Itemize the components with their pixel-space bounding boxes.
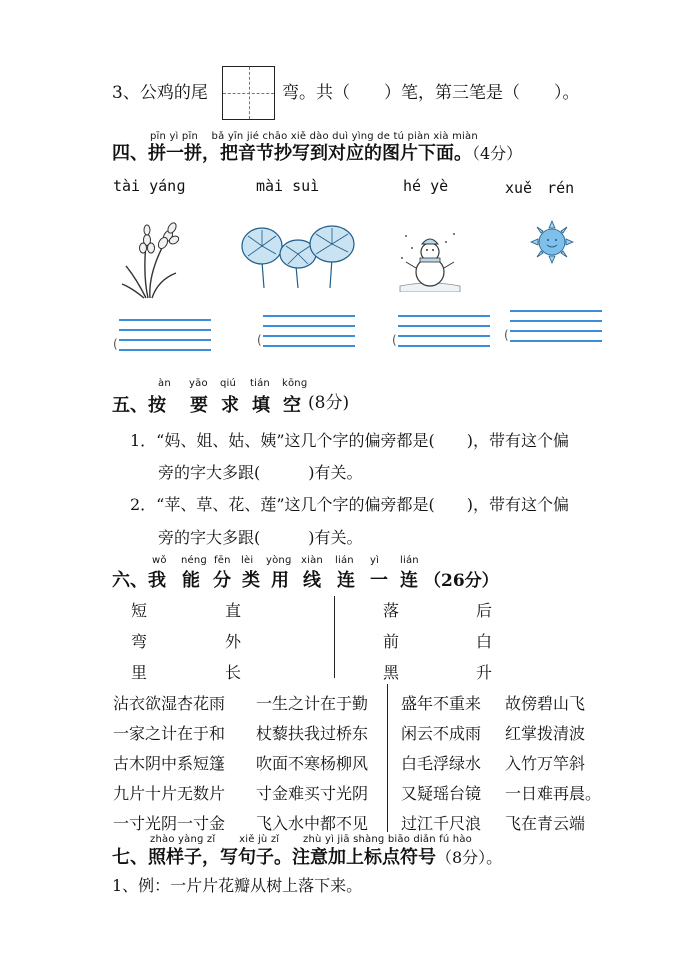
- phrase[interactable]: 九片十片无数片: [113, 784, 226, 803]
- s4-score: （4分）: [472, 144, 523, 163]
- phrase[interactable]: 故傍碧山飞: [505, 694, 586, 713]
- q3-prefix: 3、公鸡的尾: [112, 83, 208, 103]
- phrase[interactable]: 又疑瑶台镜: [401, 784, 482, 803]
- word-bai[interactable]: 白: [476, 632, 493, 651]
- sun-icon: [530, 220, 574, 264]
- s6-score: （26分）: [424, 571, 499, 591]
- phrase[interactable]: 入竹万竿斜: [505, 754, 586, 773]
- phrase[interactable]: 一日难再晨。: [505, 784, 602, 803]
- word-qian[interactable]: 前: [383, 632, 400, 651]
- word-chang[interactable]: 长: [225, 663, 242, 682]
- word-sheng[interactable]: 升: [476, 663, 493, 682]
- s6-pinyin-7: lián: [335, 555, 354, 566]
- s5-title-4: 填: [252, 395, 270, 416]
- writing-lines-3[interactable]: (: [398, 315, 490, 355]
- s6-pinyin-4: lèi: [241, 555, 254, 566]
- s6-title-3: 分: [213, 570, 231, 591]
- wheat-icon: [118, 218, 188, 300]
- phrase[interactable]: 飞在青云端: [505, 814, 586, 833]
- s6-title-2: 能: [182, 570, 200, 591]
- s6-pinyin-1: wǒ: [152, 555, 167, 566]
- s4-title-text: 四、拼一拼，把音节抄写到对应的图片下面。: [112, 143, 472, 164]
- label-taiyang: tài yánɡ: [113, 177, 186, 195]
- s5-title-1: 五、按: [112, 395, 166, 416]
- s5-title-3: 求: [221, 395, 239, 416]
- s6-pinyin-9: lián: [400, 555, 419, 566]
- s7-title: [112, 843, 502, 869]
- s5-pinyin-1: àn: [158, 378, 171, 389]
- writing-lines-4[interactable]: (: [510, 310, 602, 350]
- word-wai[interactable]: 外: [225, 632, 242, 651]
- s5-title-2: 要: [190, 395, 208, 416]
- s6-pinyin-6: xiàn: [301, 555, 323, 566]
- phrase[interactable]: 沾衣欲湿杏花雨: [113, 694, 226, 713]
- s5-pinyin-3: qiú: [220, 378, 237, 389]
- s6-title-8: 一: [370, 570, 388, 591]
- s7-title-text: 七、照样子，写句子。注意加上标点符号: [112, 847, 436, 868]
- phrase[interactable]: 白毛浮绿水: [401, 754, 482, 773]
- phrase[interactable]: 吹面不寒杨柳风: [256, 754, 369, 773]
- phrase[interactable]: 一寸光阴一寸金: [113, 814, 226, 833]
- phrase[interactable]: 过江千尺浪: [401, 814, 482, 833]
- phrase[interactable]: 一家之计在于和: [113, 724, 226, 743]
- s6-pinyin-2: nénɡ: [181, 555, 207, 566]
- tianzi-writing-box[interactable]: [222, 66, 275, 120]
- lotus-leaf-icon: [240, 222, 358, 290]
- s6-title-7: 连: [337, 570, 355, 591]
- s6-title-5: 用: [271, 570, 289, 591]
- s5-pinyin-4: tián: [250, 378, 270, 389]
- s5-item2-line2: 旁的字大多跟( )有关。: [158, 528, 363, 547]
- divider-line-top: [334, 596, 335, 678]
- word-duan[interactable]: 短: [131, 601, 148, 620]
- s6-pinyin-3: fēn: [214, 555, 231, 566]
- word-hou[interactable]: 后: [476, 601, 493, 620]
- s6-pinyin-8: yì: [370, 555, 380, 566]
- divider-line-bottom: [387, 684, 388, 832]
- word-luo[interactable]: 落: [383, 601, 400, 620]
- s6-title-6: 线: [303, 570, 321, 591]
- phrase[interactable]: 一生之计在于勤: [256, 694, 369, 713]
- s5-score: (8分): [308, 393, 350, 413]
- label-maisui: mài suì: [256, 177, 320, 195]
- word-zhi[interactable]: 直: [225, 601, 242, 620]
- writing-lines-2[interactable]: (: [263, 315, 355, 355]
- s6-title-1: 六、我: [112, 570, 166, 591]
- word-hei[interactable]: 黑: [383, 663, 400, 682]
- q3-suffix: 弯。共（ ）笔，第三笔是（ ）。: [282, 83, 580, 103]
- s7-example: 1、例：一片片花瓣从树上落下来。: [112, 876, 363, 895]
- s6-pinyin-5: yònɡ: [266, 555, 292, 566]
- phrase[interactable]: 盛年不重来: [401, 694, 482, 713]
- phrase[interactable]: 古木阴中系短篷: [113, 754, 226, 773]
- s6-title-4: 类: [242, 570, 260, 591]
- s5-pinyin-2: yāo: [189, 378, 208, 389]
- s5-item1-line1: 1．“妈、姐、姑、姨”这几个字的偏旁都是( )，带有这个偏: [130, 431, 570, 450]
- s4-title: [112, 139, 522, 165]
- phrase[interactable]: 飞入水中都不见: [256, 814, 369, 833]
- s5-item1-line2: 旁的字大多跟( )有关。: [158, 463, 363, 482]
- snowman-icon: [398, 228, 462, 292]
- label-xueren: xuě rén: [505, 179, 575, 197]
- s7-pinyin: zhào yànɡ zǐ xiě jù zǐ zhù yì jiā shànɡ biāo diǎn fú hào: [150, 834, 472, 845]
- phrase[interactable]: 寸金难买寸光阴: [256, 784, 369, 803]
- label-heye: hé yè: [403, 177, 449, 195]
- s7-score: （8分）。: [436, 848, 503, 867]
- phrase[interactable]: 闲云不成雨: [401, 724, 482, 743]
- s6-title-9: 连: [400, 570, 418, 591]
- word-li[interactable]: 里: [131, 663, 148, 682]
- s5-title-5: 空: [283, 395, 301, 416]
- s4-pinyin: pīn yì pīn bǎ yīn jié chāo xiě dào duì yìng de tú piàn xià miàn: [150, 131, 478, 142]
- s5-item2-line1: 2．“苹、草、花、莲”这几个字的偏旁都是( )，带有这个偏: [130, 495, 570, 514]
- phrase[interactable]: 红掌拨清波: [505, 724, 586, 743]
- phrase[interactable]: 杖藜扶我过桥东: [256, 724, 369, 743]
- writing-lines-1[interactable]: (: [119, 319, 211, 359]
- s5-pinyin-5: kōnɡ: [282, 378, 308, 389]
- word-wan[interactable]: 弯: [131, 632, 148, 651]
